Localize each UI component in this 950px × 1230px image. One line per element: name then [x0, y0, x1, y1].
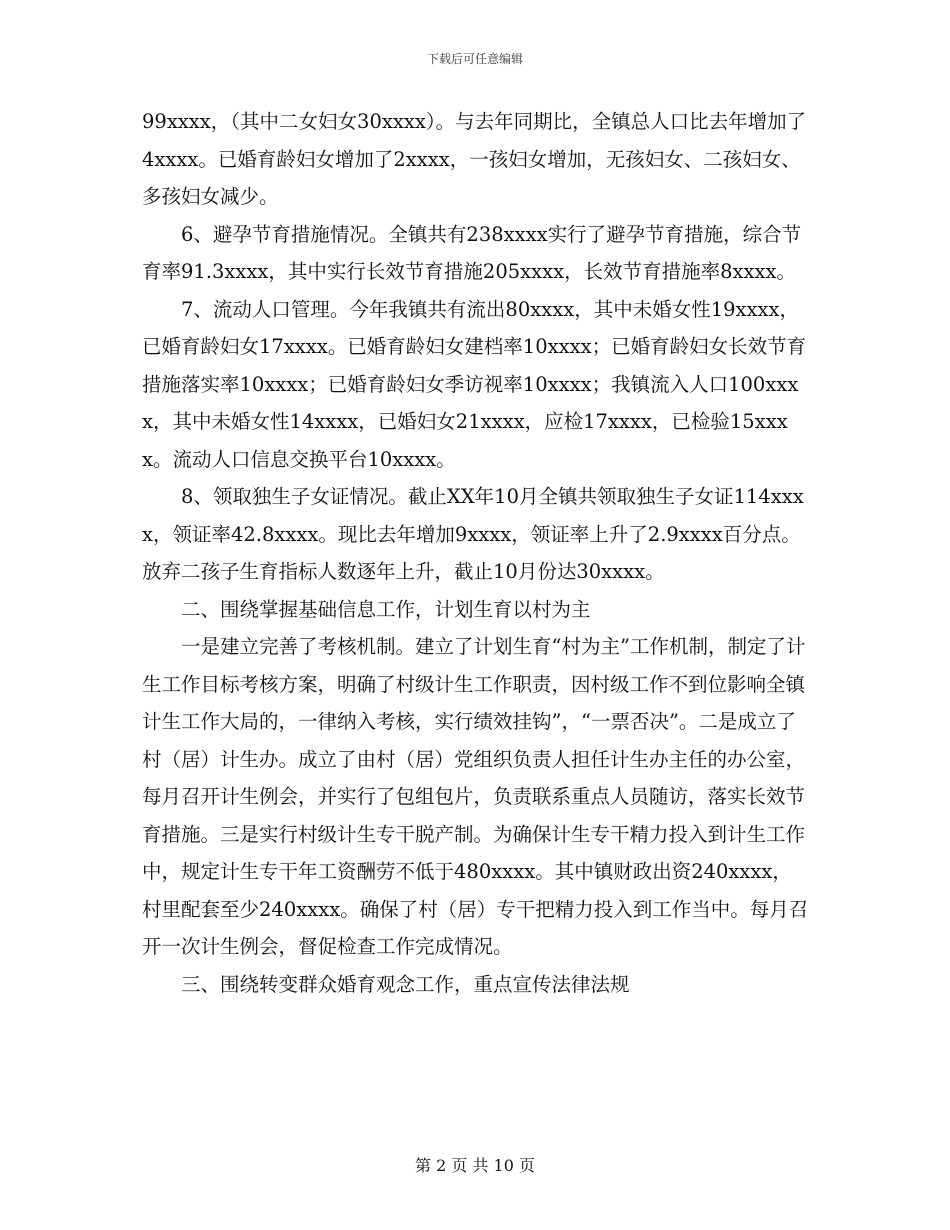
- document-body: [142, 103, 810, 1003]
- page-header-note: 下载后可任意编辑: [426, 52, 523, 66]
- paragraph-continuation: 99xxxx，（其中二女妇女30xxxx）。与去年同期比，全镇总人口比去年增加了4xxxx。已婚育龄妇女增加了2xxxx，一孩妇女增加，无孩妇女、二孩妇女、多孩妇女减少。: [142, 110, 807, 208]
- page-footer: 第 2 页 共 10 页: [415, 1156, 535, 1175]
- paragraph-only-child-certificate: 8、领取独生子女证情况。截止XX年10月全镇共领取独生子女证114xxxx，领证率42.8xxxx。现比去年增加9xxxx，领证率上升了2.9xxxx百分点。放弃二孩子生育指标人数逐年上升，截止10月份达30xxxx。: [142, 485, 804, 583]
- section-heading-2: 二、围绕掌握基础信息工作，计划生育以村为主: [181, 597, 591, 621]
- paragraph-contraception: 6、避孕节育措施情况。全镇共有238xxxx实行了避孕节育措施，综合节育率91.3xxxx，其中实行长效节育措施205xxxx，长效节育措施率8xxxx。: [142, 222, 802, 283]
- paragraph-floating-population: 7、流动人口管理。今年我镇共有流出80xxxx，其中未婚女性19xxxx，已婚育龄妇女17xxxx。已婚育龄妇女建档率10xxxx；已婚育龄妇女长效节育措施落实率10xxxx；已婚育龄妇女季访视率10xxxx；我镇流入人口100xxxx，其中未婚女性14xxxx，已婚妇女21xxxx，应检17xxxx，已检验15xxxx。流动人口信息交换平台10xxxx。: [142, 297, 807, 471]
- section-heading-3: 三、围绕转变群众婚育观念工作，重点宣传法律法规: [181, 972, 630, 996]
- paragraph-assessment-mechanism: 一是建立完善了考核机制。建立了计划生育“村为主”工作机制，制定了计生工作目标考核方案，明确了村级计生工作职责，因村级工作不到位影响全镇计生工作大局的，一律纳入考核，实行绩效挂钩”，“一票否决”。二是成立了村（居）计生办。成立了由村（居）党组织负责人担任计生办主任的办公室，每月召开计生例会，并实行了包组包片，负责联系重点人员随访，落实长效节育措施。三是实行村级计生专干脱产制。为确保计生专干精力投入到计生工作中，规定计生专干年工资酬劳不低于480xxxx。其中镇财政出资240xxxx，村里配套至少240xxxx。确保了村（居）专干把精力投入到工作当中。每月召开一次计生例会，督促检查工作完成情况。: [142, 635, 809, 958]
